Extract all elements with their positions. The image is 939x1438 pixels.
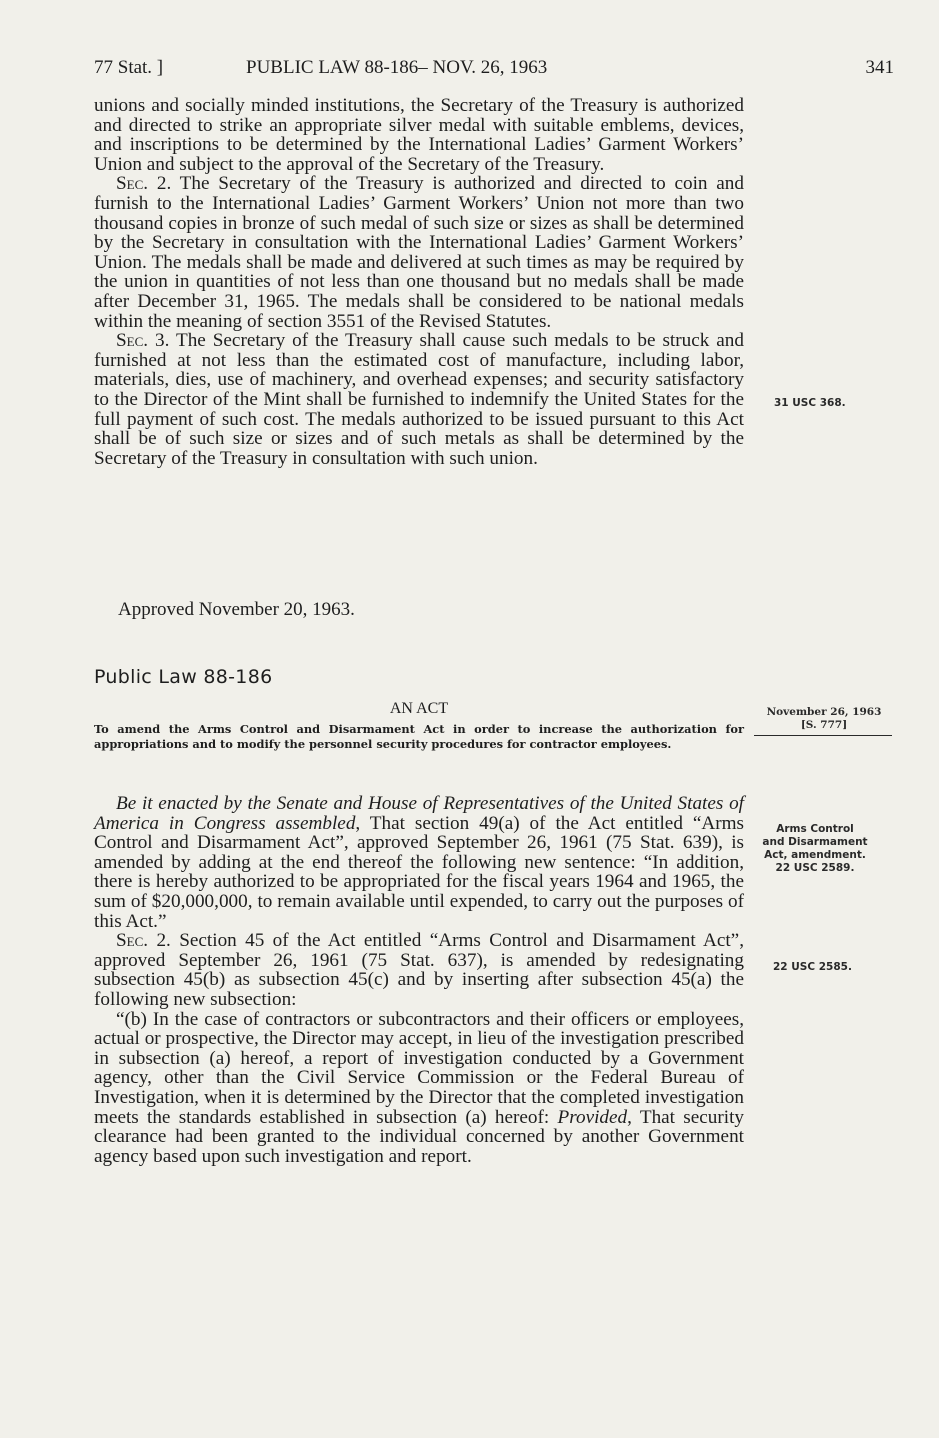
approval-date: Approved November 20, 1963. xyxy=(118,599,355,620)
paragraph xyxy=(94,174,744,331)
paragraph xyxy=(94,1010,744,1167)
enacting-formula: Be it enacted by the Senate and House of Representatives of the United States of America in Congress assembled xyxy=(94,793,744,834)
section-label: Sec. 2. xyxy=(116,173,172,195)
statute-volume: 77 Stat. ] xyxy=(94,57,164,78)
note-line: Arms Control xyxy=(776,823,854,835)
page-number: 341 xyxy=(865,57,894,78)
note-line: 22 USC 2589. xyxy=(775,862,855,874)
bill-number: [S. 777] xyxy=(800,719,848,731)
section-label: Sec. 3. xyxy=(116,330,170,352)
proviso-word: Provided xyxy=(557,1106,628,1128)
note-line: and Disarmament xyxy=(762,836,868,848)
page-header xyxy=(94,57,894,81)
section-text: , That security clearance had been granted to the individual concerned by another Government agency based upon such investigation and report. xyxy=(94,1106,744,1167)
section-text: “(b) In the case of contractors or subcontractors and their officers or employees, actual or prospective, the Director may accept, in lieu of the investigation prescribed in subsection (a) hereof, a report of investigation conducted by a Government agency, other than the Civil Service Commission or the Federal Bureau of Investigation, when it is determined by the Director that the completed investigation meets the standards established in subsection (a) hereof: xyxy=(94,1008,744,1128)
paragraph: unions and socially minded institutions, the Secretary of the Treasury is authorized and directed to strike an appropriate silver medal with suitable emblems, devices, and inscriptions to be determined by the International Ladies’ Garment Workers’ Union and subject to the approval of the Secretary of the Treasury. xyxy=(94,95,744,175)
margin-note-usc368: 31 USC 368. xyxy=(774,397,846,409)
paragraph xyxy=(94,331,744,468)
section-text: The Secretary of the Treasury shall cause such medals to be struck and furnished at not less than the estimated cost of manufacture, including labor, materials, dies, use of machinery, and overhead expenses; and security satisfactory to the Director of the Mint shall be furnished to indemnify the United States for the full payment of such cost. The medals authorized to be issued pursuant to this Act shall be of such size or sizes and of such metals as shall be determined by the Secretary of the Treasury in consultation with such union. xyxy=(94,330,744,469)
section-label: Sec. 2. xyxy=(116,930,171,952)
act-text xyxy=(94,794,744,1166)
public-law-title: Public Law 88-186 xyxy=(94,666,273,688)
margin-note-usc2585: 22 USC 2585. xyxy=(773,961,852,973)
note-line: Act, amendment. xyxy=(764,849,866,861)
enactment-date: November 26, 1963 xyxy=(766,706,882,718)
margin-note-date xyxy=(754,706,894,732)
section-text: , That section 49(a) of the Act entitled “Arms Control and Disarmament Act”, approved September 26, 1961 (75 Stat. 639), is amended by adding at the end thereof the following new sentence: “In addition, there is hereby authorized to be appropriated for the fiscal years 1964 and 1965, the sum of $20,000,000, to remain available until expended, to carry out the purposes of this Act.” xyxy=(94,812,744,932)
margin-note-arms-control xyxy=(745,823,885,875)
prior-act-text xyxy=(94,96,744,468)
an-act-heading: AN ACT xyxy=(389,700,449,717)
enacting-clause xyxy=(94,794,744,931)
act-purpose xyxy=(94,722,744,751)
header-title: PUBLIC LAW 88-186– NOV. 26, 1963 xyxy=(246,57,548,78)
paragraph xyxy=(94,931,744,1009)
section-text: The Secretary of the Treasury is authorized and directed to coin and furnish to the International Ladies’ Garment Workers’ Union not more than two thousand copies in bronze of such medal of such size or sizes as shall be determined by the Secretary in consultation with the International Ladies’ Garment Workers’ Union. The medals shall be made and delivered at such times as may be required by the union in quantities of not less than one thousand but no medals shall be made after December 31, 1965. The medals shall be considered to be national medals within the meaning of section 3551 of the Revised Statutes. xyxy=(94,173,744,332)
section-text: Section 45 of the Act entitled “Arms Control and Disarmament Act”, approved September 26, 1961 (75 Stat. 637), is amended by redesignating subsection 45(b) as subsection 45(c) and by inserting after subsection 45(a) the following new subsection: xyxy=(94,930,744,1010)
purpose-text: To amend the Arms Control and Disarmament Act in order to increase the authorization for appropriations and to modify the personnel security procedures for contractor employees. xyxy=(94,722,744,751)
margin-rule xyxy=(754,735,892,736)
